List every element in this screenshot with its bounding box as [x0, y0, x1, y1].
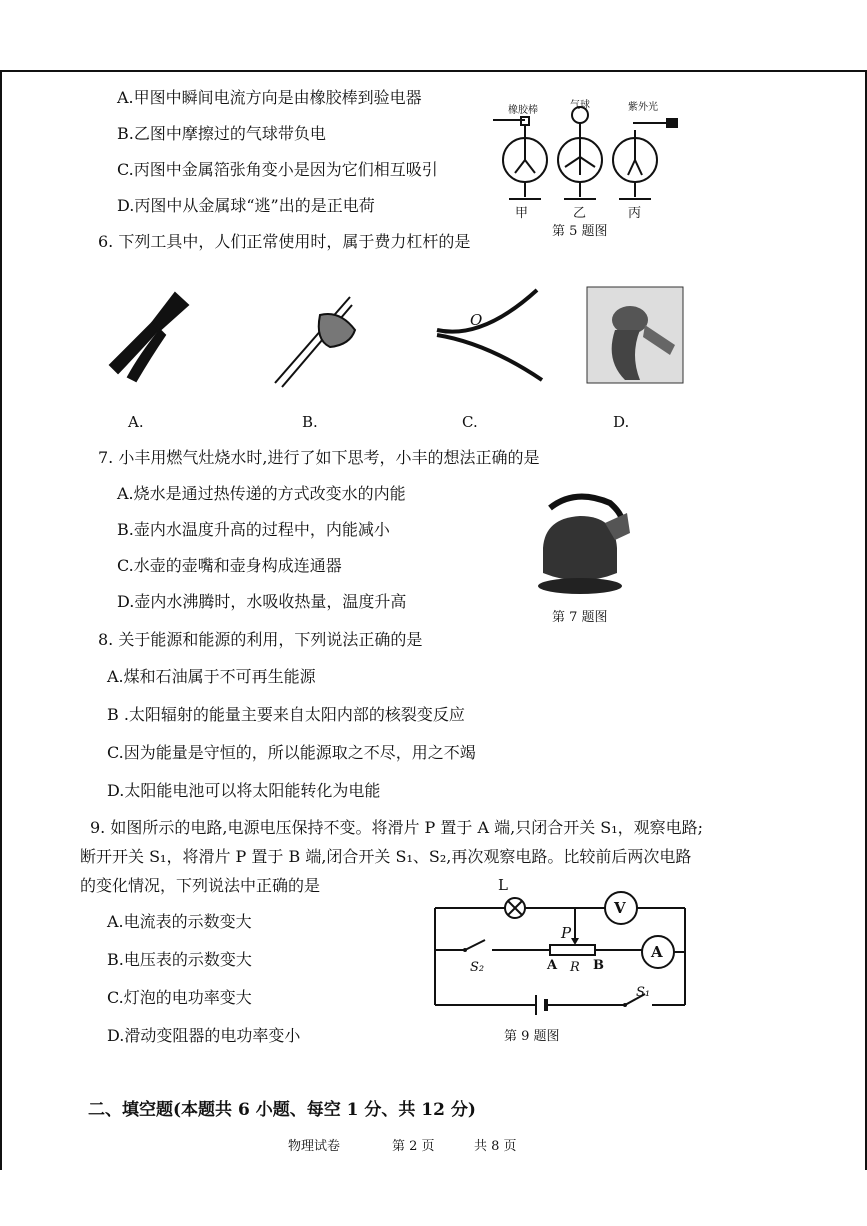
q6-fulcrum-label: O — [470, 311, 483, 329]
q5-option-b: B.乙图中摩擦过的气球带负电 — [117, 124, 326, 143]
section-2-title: 二、填空题(本题共 6 小题、每空 1 分、共 12 分) — [88, 1100, 476, 1120]
q7-option-b: B.壶内水温度升高的过程中，内能减小 — [117, 520, 390, 539]
q9-option-a: A.电流表的示数变大 — [107, 912, 252, 931]
q6-pliers-image — [100, 285, 200, 385]
q9-switch2-label: S₂ — [470, 960, 485, 975]
q5-panel-bing: 丙 — [628, 206, 642, 221]
page-border-left — [0, 70, 2, 1170]
q6-tweezers-image — [432, 285, 552, 385]
q9-end-a-label: A — [547, 958, 558, 973]
q8-stem: 8. 关于能源和能源的利用，下列说法正确的是 — [98, 630, 423, 649]
q7-option-d: D.壶内水沸腾时，水吸收热量，温度升高 — [117, 592, 407, 611]
q7-figure-caption: 第 7 题图 — [552, 610, 608, 625]
footer-subject: 物理试卷 — [288, 1139, 341, 1154]
q9-switch1-label: S₁ — [636, 985, 651, 1000]
q5-panel-jia: 甲 — [515, 206, 529, 221]
q5-uv-light-label: 紫外光 — [628, 102, 658, 113]
q9-stem-line3: 的变化情况，下列说法中正确的是 — [80, 876, 321, 895]
q6-choice-b: B. — [302, 413, 318, 431]
q5-panel-yi: 乙 — [573, 206, 587, 221]
q9-figure-caption: 第 9 题图 — [504, 1029, 560, 1044]
q5-figure-caption: 第 5 题图 — [552, 224, 608, 239]
q8-option-d: D.太阳能电池可以将太阳能转化为电能 — [107, 781, 381, 800]
q7-option-c: C.水壶的壶嘴和壶身构成连通器 — [117, 556, 342, 575]
q9-voltmeter-label: V — [614, 899, 626, 917]
q6-chopsticks-image — [270, 285, 380, 395]
q6-choice-a: A. — [128, 413, 144, 431]
q9-slider-label: P — [561, 924, 572, 942]
q8-option-b: B .太阳辐射的能量主要来自太阳内部的核裂变反应 — [107, 705, 465, 724]
q9-stem-line1: 9. 如图所示的电路,电源电压保持不变。将滑片 P 置于 A 端,只闭合开关 S₁，观察电路; — [90, 818, 704, 837]
q5-option-a: A.甲图中瞬间电流方向是由橡胶棒到验电器 — [117, 88, 422, 107]
q8-option-c: C.因为能量是守恒的，所以能源取之不尽，用之不竭 — [107, 743, 476, 762]
q7-stem: 7. 小丰用燃气灶烧水时,进行了如下思考，小丰的想法正确的是 — [98, 448, 540, 467]
q6-choice-d: D. — [613, 413, 630, 431]
q6-tool-d-image — [585, 285, 685, 385]
q9-ammeter-label: A — [651, 943, 663, 961]
q9-option-d: D.滑动变阻器的电功率变小 — [107, 1026, 301, 1045]
q7-kettle-image — [535, 488, 635, 603]
q9-end-b-label: B — [593, 958, 604, 973]
q5-option-d: D.丙图中从金属球“逃”出的是正电荷 — [117, 196, 375, 215]
q9-option-b: B.电压表的示数变大 — [107, 950, 252, 969]
footer-total-pages: 共 8 页 — [474, 1139, 517, 1154]
footer-page-number: 第 2 页 — [392, 1139, 435, 1154]
q8-option-a: A.煤和石油属于不可再生能源 — [107, 667, 316, 686]
q9-option-c: C.灯泡的电功率变大 — [107, 988, 252, 1007]
q5-rubber-rod-label: 橡胶棒 — [508, 105, 538, 116]
q7-option-a: A.烧水是通过热传递的方式改变水的内能 — [117, 484, 406, 503]
q5-option-c: C.丙图中金属箔张角变小是因为它们相互吸引 — [117, 160, 438, 179]
q6-choice-c: C. — [462, 413, 478, 431]
q5-balloon-label: 气球 — [570, 100, 590, 111]
q9-rheostat-label: R — [570, 960, 580, 975]
q9-lamp-label: L — [498, 876, 508, 894]
q6-stem: 6. 下列工具中，人们正常使用时，属于费力杠杆的是 — [98, 232, 471, 251]
page-border-top — [0, 70, 867, 72]
q9-stem-line2: 断开开关 S₁，将滑片 P 置于 B 端,闭合开关 S₁、S₂,再次观察电路。比较前后两次电路 — [80, 847, 692, 866]
